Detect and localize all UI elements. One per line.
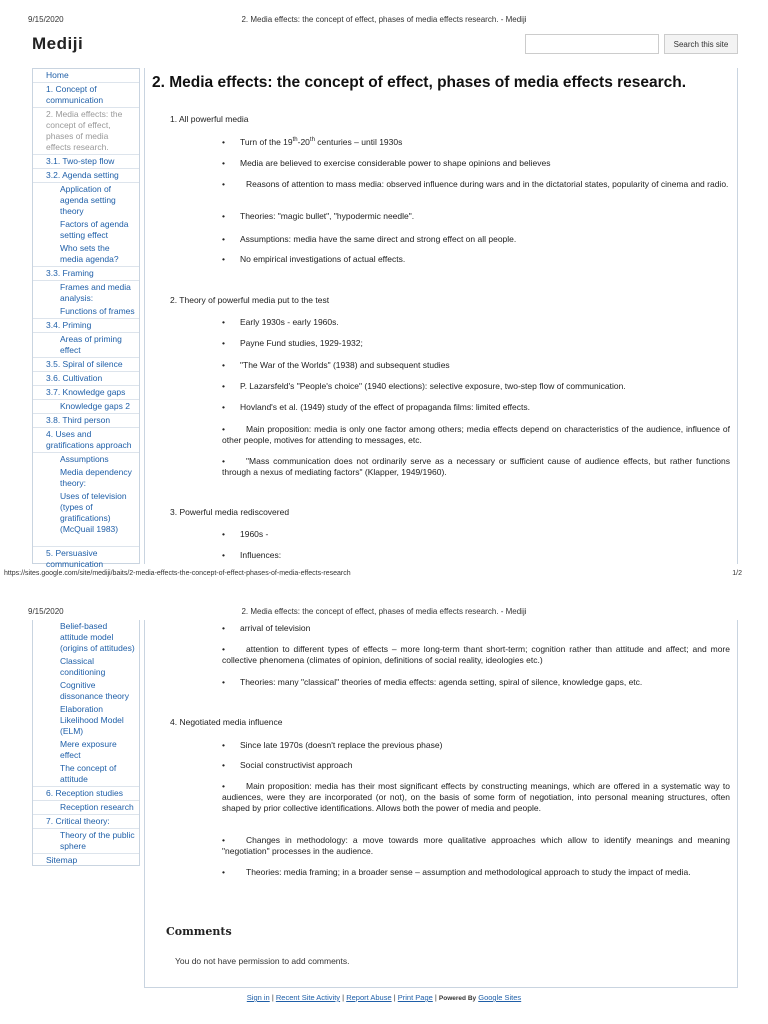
nav-concept[interactable]: 1. Concept of communication — [33, 83, 139, 108]
sidebar-nav-continued — [32, 620, 140, 866]
nav-sub-item[interactable]: The concept of attitude — [60, 763, 117, 784]
print-footer — [0, 570, 768, 582]
nav-sub-item[interactable]: Assumptions — [60, 454, 109, 464]
list-item: • "The War of the Worlds" (1938) and subsequent studies — [222, 360, 450, 370]
nav-sub-item[interactable]: Mere exposure effect — [60, 739, 117, 760]
section-heading: 2. Theory of powerful media put to the test — [170, 295, 330, 305]
nav-current[interactable]: 2. Media effects: the concept of effect, phases of media effects research. — [33, 108, 139, 155]
nav-critical[interactable]: 7. Critical theory: — [33, 814, 139, 829]
nav-cultivation[interactable]: 3.6. Cultivation — [33, 372, 139, 386]
list-item: • Assumptions: media have the same direct and strong effect on all people. — [222, 234, 517, 244]
list-item: • arrival of television — [222, 623, 311, 633]
report-abuse-link[interactable]: Report Abuse — [346, 993, 392, 1002]
nav-two-step[interactable]: 3.1. Two-step flow — [33, 155, 139, 169]
list-item: • No empirical investigations of actual effects. — [222, 254, 406, 264]
comments-permission-note: You do not have permission to add comments. — [175, 956, 350, 966]
print-page-link[interactable]: Print Page — [397, 993, 433, 1002]
nav-sub-item[interactable]: Belief-based attitude model (origins of attitudes) — [60, 621, 135, 653]
nav-sub-item[interactable]: Classical conditioning — [60, 656, 106, 677]
nav-persuasive[interactable]: 5. Persuasive communication — [33, 546, 139, 571]
print-url: https://sites.google.com/site/mediji/baits/2-media-effects-the-concept-of-effect-phases-of-media-effects-research — [4, 570, 351, 577]
nav-sub-item[interactable]: Application of agenda setting theory — [60, 184, 116, 216]
site-title[interactable]: Mediji — [32, 34, 84, 53]
list-item: • 1960s - — [222, 529, 269, 539]
sign-in-link[interactable]: Sign in — [246, 993, 270, 1002]
list-item: • Main proposition: media has their most significant effects by constructing meanings, which are offered in a systematic way to audiences, were they are incorporated (or not), on the basis of some form of negotiation, into personal meaning structures, often shaped by prior collective identifications. Allows both the power of media and people. — [222, 781, 730, 813]
nav-sub-item[interactable]: Areas of priming effect — [60, 334, 122, 355]
section-heading: 1. All powerful media — [170, 114, 249, 124]
nav-sub-item[interactable]: Knowledge gaps 2 — [60, 401, 130, 411]
page-title: 2. Media effects: the concept of effect, phases of media effects research. — [152, 74, 687, 91]
nav-sitemap[interactable]: Sitemap — [33, 853, 139, 867]
print-title: 2. Media effects: the concept of effect, phases of media effects research. - Mediji — [241, 15, 527, 24]
list-item: • Theories: many "classical" theories of media effects: agenda setting, spiral of silence, knowledge gaps, etc. — [222, 677, 643, 687]
list-item: • Media are believed to exercise considerable power to shape opinions and believes — [222, 158, 551, 168]
nav-knowledge[interactable]: 3.7. Knowledge gaps — [33, 386, 139, 400]
list-item: • Payne Fund studies, 1929-1932; — [222, 338, 363, 348]
nav-agenda[interactable]: 3.2. Agenda setting — [33, 169, 139, 183]
list-item: • Theories: "magic bullet", "hypodermic needle". — [222, 211, 415, 221]
nav-reception[interactable]: 6. Reception studies — [33, 786, 139, 801]
nav-sub-item[interactable]: Who sets the media agenda? — [60, 243, 119, 264]
nav-third[interactable]: 3.8. Third person — [33, 413, 139, 428]
section-heading: 3. Powerful media rediscovered — [170, 507, 290, 517]
google-sites-link[interactable]: Google Sites — [478, 993, 522, 1002]
print-header — [0, 607, 768, 621]
nav-spiral[interactable]: 3.5. Spiral of silence — [33, 357, 139, 372]
list-item: • attention to different types of effects – more long-term thant short-term; cognition rather than attitude and affect; and more collective phenomena (climates of opinion, definitions of social reality, ideologies etc.) — [222, 644, 730, 665]
recent-activity-link[interactable]: Recent Site Activity — [275, 993, 341, 1002]
nav-sub-item[interactable]: Elaboration Likelihood Model (ELM) — [60, 704, 124, 736]
nav-sub-item[interactable]: Cognitive dissonance theory — [60, 680, 129, 701]
nav-sub-item[interactable]: Frames and media analysis: — [60, 282, 131, 303]
sidebar-nav — [32, 68, 140, 569]
powered-by-label: Powered By — [438, 995, 477, 1002]
list-item: • Theories: media framing; in a broader sense – assumption and methodological approach to study the impact of media. — [222, 867, 691, 877]
list-item: • Main proposition: media is only one factor among others; media effects depend on characteristics of the audience, influence of other people, motives for attending to messages, etc. — [222, 424, 730, 445]
list-item: • Influences: — [222, 550, 282, 560]
nav-sub-item[interactable]: Uses of television (types of gratifications) (McQuail 1983) — [60, 491, 127, 534]
print-header — [0, 15, 768, 29]
list-item: • Turn of the 19th-20th centuries – until 1930s — [222, 136, 403, 147]
list-item: • Changes in methodology: a move towards more qualitative approaches which allow to identify meanings and meaning "negotiation" processes in the audience. — [222, 835, 730, 856]
nav-sub-item[interactable]: Functions of frames — [60, 306, 135, 316]
print-title: 2. Media effects: the concept of effect, phases of media effects research. - Mediji — [241, 607, 527, 616]
nav-uses[interactable]: 4. Uses and gratifications approach — [33, 428, 139, 453]
list-item: • Social constructivist approach — [222, 760, 353, 770]
list-item: • Since late 1970s (doesn't replace the previous phase) — [222, 740, 443, 750]
nav-sub-item[interactable]: Reception research — [60, 802, 134, 812]
list-item: • Reasons of attention to mass media: observed influence during wars and in the dictatorial states, popularity of cinema and radio. — [222, 179, 729, 189]
comments-heading: Comments — [166, 925, 232, 938]
nav-priming[interactable]: 3.4. Priming — [33, 318, 139, 333]
search-input[interactable] — [525, 34, 659, 54]
list-item: • "Mass communication does not ordinarily serve as a necessary or sufficient cause of audience effects, but rather functions through a nexus of mediating factors" (Klapper, 1949/1960). — [222, 456, 730, 477]
nav-sub-item[interactable]: Media dependency theory: — [60, 467, 132, 488]
nav-framing[interactable]: 3.3. Framing — [33, 266, 139, 281]
print-date: 9/15/2020 — [28, 15, 64, 24]
page-number: 1/2 — [732, 570, 742, 577]
nav-sub-item[interactable]: Theory of the public sphere — [60, 830, 135, 851]
list-item: • P. Lazarsfeld's "People's choice" (1940 elections): selective exposure, two-step flow of communication. — [222, 381, 626, 391]
section-heading: 4. Negotiated media influence — [170, 717, 283, 727]
search-button[interactable]: Search this site — [664, 34, 738, 54]
list-item: • Early 1930s - early 1960s. — [222, 317, 339, 327]
nav-sub-item[interactable]: Factors of agenda setting effect — [60, 219, 129, 240]
nav-home[interactable]: Home — [33, 69, 139, 83]
print-date: 9/15/2020 — [28, 607, 64, 616]
list-item: • Hovland's et al. (1949) study of the effect of propaganda films: limited effects. — [222, 402, 530, 412]
site-footer: Sign in | Recent Site Activity | Report Abuse | Print Page | Powered By Google Sites — [246, 993, 522, 1002]
